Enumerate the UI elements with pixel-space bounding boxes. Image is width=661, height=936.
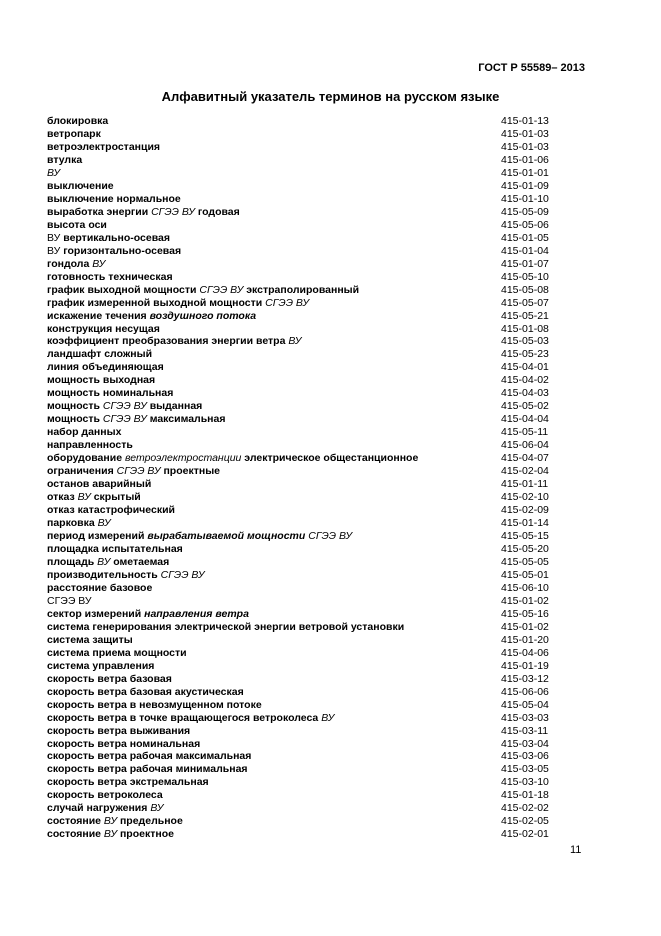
index-term-part: скорость ветроколеса — [47, 789, 163, 802]
index-entry — [47, 556, 555, 569]
index-term-code: 415-05-06 — [501, 218, 549, 231]
index-entry — [47, 374, 555, 387]
index-term-part: проектные — [160, 465, 221, 478]
index-term — [47, 802, 163, 815]
index-term — [47, 335, 301, 348]
index-entry — [47, 750, 555, 763]
index-term — [47, 387, 173, 400]
index-term-code: 415-05-20 — [501, 542, 549, 555]
index-entry — [47, 802, 555, 815]
index-term-code: 415-03-12 — [501, 672, 549, 685]
index-term-part: блокировка — [47, 115, 109, 127]
index-term-code: 415-02-04 — [501, 465, 549, 478]
index-term — [47, 258, 105, 271]
index-term-part: горизонтально-осевая — [63, 244, 182, 257]
index-entry — [47, 271, 555, 284]
index-entry — [47, 232, 555, 245]
index-entry — [47, 258, 555, 271]
index-term-part: конструкция несущая — [47, 322, 160, 335]
index-term — [47, 712, 334, 725]
index-entry — [47, 141, 555, 154]
index-term — [47, 699, 262, 712]
index-term — [47, 660, 154, 673]
index-term-code: 415-01-02 — [501, 620, 549, 633]
index-term-code: 415-06-06 — [501, 685, 549, 698]
index-term — [47, 271, 173, 284]
index-entry — [47, 245, 555, 258]
index-entry — [47, 154, 555, 167]
index-term-code: 415-03-11 — [501, 724, 549, 737]
index-term-code: 415-03-06 — [501, 750, 549, 763]
index-term-part: расстояние базовое — [47, 581, 153, 594]
index-term-part: предельное — [117, 815, 183, 828]
index-term-code: 415-06-10 — [501, 581, 549, 594]
index-term-code: 415-01-14 — [501, 517, 549, 530]
index-term-code: 415-04-01 — [501, 361, 549, 374]
index-entry — [47, 699, 555, 712]
index-term-part: проектное — [117, 828, 174, 841]
index-term-code: 415-04-03 — [501, 387, 549, 400]
index-term-part: сектор измерений — [47, 607, 145, 620]
index-term-part: случай нагружения — [47, 802, 151, 815]
index-entry — [47, 595, 555, 608]
index-term-code: 415-01-20 — [501, 633, 549, 646]
index-term-code: 415-02-09 — [501, 504, 549, 517]
index-term-code: 415-01-18 — [501, 789, 549, 802]
index-term — [47, 232, 170, 245]
index-term-part: скорость ветра рабочая максимальная — [47, 750, 252, 763]
term-index-list — [47, 115, 555, 841]
index-term-code: 415-02-02 — [501, 802, 549, 815]
index-term-code: 415-05-10 — [501, 270, 549, 283]
index-entry — [47, 738, 555, 751]
index-term — [47, 491, 141, 504]
index-term-part: скорость ветра базовая акустическая — [47, 685, 244, 698]
index-term-part: СГЭЭ ВУ — [199, 283, 244, 296]
index-entry — [47, 167, 555, 180]
document-standard-header: ГОСТ Р 55589– 2013 — [478, 62, 585, 74]
index-term — [47, 763, 248, 776]
index-entry — [47, 413, 555, 426]
index-entry — [47, 180, 555, 193]
index-entry — [47, 789, 555, 802]
index-term-part: направленность — [47, 439, 133, 452]
index-term-part: СГЭЭ ВУ — [102, 400, 147, 413]
index-term-part: график выходной мощности — [47, 283, 200, 296]
index-term-code: 415-01-07 — [501, 257, 549, 270]
index-term-part: ВУ — [103, 815, 118, 828]
index-term — [47, 180, 114, 193]
index-entry — [47, 608, 555, 621]
index-term-part: отказ катастрофический — [47, 504, 175, 517]
index-term — [47, 348, 152, 361]
index-term-code: 415-01-08 — [501, 322, 549, 335]
index-term-part: ветроэлектростанции — [124, 452, 242, 465]
index-term-part: ВУ — [92, 257, 106, 270]
index-term-part: скрытый — [90, 491, 141, 504]
index-term — [47, 284, 359, 297]
index-entry — [47, 517, 555, 530]
index-term — [47, 115, 108, 128]
index-term-code: 415-02-01 — [501, 828, 549, 841]
index-entry — [47, 400, 555, 413]
index-term-part: выключение нормальное — [47, 192, 181, 205]
index-term-part: мощность выходная — [47, 374, 156, 387]
index-term — [47, 608, 249, 621]
index-term-part: ВУ — [47, 166, 61, 179]
index-term-part: ометаемая — [110, 555, 170, 568]
index-term-part: СГЭЭ ВУ — [151, 205, 195, 218]
index-term — [47, 374, 155, 387]
index-term-code: 415-05-07 — [501, 296, 549, 309]
index-entry — [47, 465, 555, 478]
index-term — [47, 738, 200, 751]
index-entry — [47, 491, 555, 504]
index-entry — [47, 219, 555, 232]
index-entry — [47, 763, 555, 776]
index-term — [47, 504, 175, 517]
index-term — [47, 361, 164, 374]
index-term — [47, 543, 183, 556]
index-term-code: 415-03-04 — [501, 737, 549, 750]
index-term-code: 415-01-11 — [501, 478, 549, 491]
index-term-part: готовность техническая — [47, 270, 173, 283]
index-entry — [47, 647, 555, 660]
index-entry — [47, 193, 555, 206]
index-term — [47, 530, 352, 543]
index-entry — [47, 284, 555, 297]
index-term-code: 415-05-21 — [501, 309, 549, 322]
index-entry — [47, 478, 555, 491]
index-term-part: коэффициент преобразования энергии ветра — [47, 335, 289, 348]
index-term — [47, 310, 256, 323]
index-entry — [47, 621, 555, 634]
index-term-part: отказ — [47, 491, 78, 504]
index-term-code: 415-04-06 — [501, 646, 549, 659]
index-term-code: 415-05-05 — [501, 555, 549, 568]
index-term-part: парковка — [47, 517, 98, 530]
index-term — [47, 647, 187, 660]
index-term — [47, 323, 160, 336]
index-term-part: площадь — [47, 555, 98, 568]
index-entry — [47, 712, 555, 725]
index-term — [47, 556, 169, 569]
index-term-part: максимальная — [146, 413, 226, 426]
index-term-code: 415-01-01 — [501, 166, 549, 179]
index-term-part: ВУ — [103, 828, 118, 841]
index-term — [47, 582, 152, 595]
index-term-part: оборудование — [47, 452, 125, 465]
index-term — [47, 828, 174, 841]
index-term — [47, 167, 60, 180]
index-entry — [47, 206, 555, 219]
index-entry — [47, 673, 555, 686]
index-term-code: 415-05-01 — [501, 568, 549, 581]
index-term-part: скорость ветра в точке вращающегося ветроколеса — [47, 711, 322, 724]
index-term-code: 415-04-07 — [501, 452, 549, 465]
index-term-code: 415-05-11 — [501, 426, 549, 439]
index-entry — [47, 128, 555, 141]
index-term-code: 415-02-10 — [501, 491, 549, 504]
index-term-part: искажение течения — [47, 309, 150, 322]
index-term-code: 415-01-10 — [501, 192, 549, 205]
index-term — [47, 815, 183, 828]
index-entry — [47, 348, 555, 361]
index-term-part: СГЭЭ ВУ — [116, 465, 161, 478]
index-term-part: экстраполированный — [243, 283, 360, 296]
page-title: Алфавитный указатель терминов на русском языке — [161, 89, 500, 104]
index-term-part: график измеренной выходной мощности — [47, 296, 266, 309]
index-term-code: 415-06-04 — [501, 439, 549, 452]
index-term-code: 415-05-02 — [501, 400, 549, 413]
index-term-code: 415-05-04 — [501, 698, 549, 711]
index-term-part: СГЭЭ ВУ — [102, 413, 147, 426]
index-term — [47, 206, 240, 219]
index-entry — [47, 543, 555, 556]
index-term — [47, 465, 220, 478]
index-term-part: СГЭЭ ВУ — [47, 594, 92, 607]
index-term — [47, 426, 121, 439]
index-term — [47, 128, 101, 141]
index-term-part: скорость ветра экстремальная — [47, 776, 209, 789]
index-entry — [47, 569, 555, 582]
index-term — [47, 439, 133, 452]
index-term-part: ВУ — [97, 517, 111, 530]
index-term — [47, 141, 160, 154]
index-entry — [47, 297, 555, 310]
index-entry — [47, 323, 555, 336]
index-term-part: направления ветра — [144, 607, 249, 620]
index-term-part: состояние — [47, 828, 104, 841]
index-term — [47, 245, 181, 258]
index-term-part: производительность — [47, 568, 161, 581]
index-term-part: ветроэлектростанция — [47, 140, 161, 153]
index-entry — [47, 310, 555, 323]
index-term-part: скорость ветра базовая — [47, 672, 172, 685]
index-term-code: 415-01-04 — [501, 244, 549, 257]
index-term — [47, 789, 163, 802]
index-entry — [47, 582, 555, 595]
index-term-part: воздушного потока — [149, 309, 257, 322]
index-term-part: скорость ветра в невозмущенном потоке — [47, 698, 262, 711]
index-term-part: система приема мощности — [47, 646, 187, 659]
index-term-code: 415-01-13 — [501, 115, 549, 127]
index-term-part: выработка энергии — [47, 205, 152, 218]
index-term-part: ВУ — [288, 335, 302, 348]
index-term-code: 415-01-06 — [501, 153, 549, 166]
index-entry — [47, 815, 555, 828]
index-term — [47, 413, 226, 426]
index-term-code: 415-01-03 — [501, 127, 549, 140]
index-term-part: ВУ — [97, 555, 111, 568]
index-term — [47, 400, 202, 413]
index-term-code: 415-05-08 — [501, 283, 549, 296]
index-term-part: вырабатываемой мощности — [147, 530, 306, 542]
index-term-code: 415-03-10 — [501, 776, 549, 789]
index-term — [47, 452, 418, 465]
index-term-part: ВУ — [77, 491, 91, 504]
index-term — [47, 569, 205, 582]
index-term — [47, 750, 251, 763]
index-term-code: 415-01-05 — [501, 231, 549, 244]
index-term-part: ВУ — [150, 802, 164, 815]
index-entry — [47, 686, 555, 699]
index-term-part: система защиты — [47, 633, 133, 646]
index-term-part: набор данных — [47, 426, 122, 439]
index-entry — [47, 504, 555, 517]
index-term-code: 415-01-03 — [501, 140, 549, 153]
index-term-part: ландшафт сложный — [47, 348, 153, 361]
index-entry — [47, 725, 555, 738]
index-term-code: 415-05-16 — [501, 607, 549, 620]
index-term — [47, 686, 244, 699]
index-term-part: СГЭЭ ВУ — [160, 568, 205, 581]
index-term-part: ВУ — [47, 244, 64, 257]
index-term-part: мощность номинальная — [47, 387, 174, 400]
index-term-part: останов аварийный — [47, 478, 152, 491]
index-term-part: вертикально-осевая — [63, 231, 170, 244]
index-term — [47, 219, 107, 232]
index-term-part: СГЭЭ ВУ — [305, 530, 353, 542]
index-entry — [47, 426, 555, 439]
index-entry — [47, 115, 555, 128]
index-term-part: система управления — [47, 659, 155, 672]
index-term-part: площадка испытательная — [47, 542, 183, 555]
index-term-code: 415-05-09 — [501, 205, 549, 218]
index-term — [47, 673, 172, 686]
index-term-code: 415-05-15 — [501, 530, 549, 542]
index-term-part: мощность — [47, 400, 103, 413]
index-entry — [47, 361, 555, 374]
index-term — [47, 517, 111, 530]
index-term-code: 415-01-09 — [501, 179, 549, 192]
index-term-part: скорость ветра рабочая минимальная — [47, 763, 248, 776]
index-term-part: система генерирования электрической энергии ветровой установки — [47, 620, 405, 633]
index-term-part: выключение — [47, 179, 114, 192]
index-term-code: 415-03-05 — [501, 763, 549, 776]
index-term-code: 415-04-02 — [501, 374, 549, 387]
index-term-part: высота оси — [47, 218, 107, 231]
index-term-code: 415-04-04 — [501, 413, 549, 426]
index-entry — [47, 828, 555, 841]
index-term-part: ветропарк — [47, 127, 101, 140]
index-term-part: гондола — [47, 257, 93, 270]
index-entry — [47, 776, 555, 789]
index-entry — [47, 660, 555, 673]
index-entry — [47, 634, 555, 647]
index-term-part: скорость ветра номинальная — [47, 737, 201, 750]
index-term-part: мощность — [47, 413, 103, 426]
index-term — [47, 154, 82, 167]
index-term-part: период измерений — [47, 530, 148, 542]
index-term — [47, 478, 151, 491]
index-term-part: ВУ — [47, 231, 64, 244]
index-term-part: СГЭЭ ВУ — [265, 296, 310, 309]
index-entry — [47, 452, 555, 465]
index-term-code: 415-03-03 — [501, 711, 549, 724]
index-term — [47, 595, 92, 608]
index-term — [47, 634, 133, 647]
index-term-part: скорость ветра выживания — [47, 724, 191, 737]
index-entry — [47, 387, 555, 400]
index-term-part: состояние — [47, 815, 104, 828]
index-term-part: выданная — [146, 400, 203, 413]
index-term — [47, 193, 181, 206]
page-number: 11 — [570, 844, 582, 856]
index-term — [47, 725, 190, 738]
index-term-code: 415-02-05 — [501, 815, 549, 828]
index-entry — [47, 530, 555, 543]
index-term — [47, 776, 209, 789]
index-term-part: линия объединяющая — [47, 361, 164, 374]
index-term-code: 415-01-02 — [501, 594, 549, 607]
index-term-code: 415-05-03 — [501, 335, 549, 348]
index-entry — [47, 335, 555, 348]
index-term-part: годовая — [194, 205, 240, 218]
index-term-part: ограничения — [47, 465, 117, 478]
index-term-code: 415-05-23 — [501, 348, 549, 361]
index-term — [47, 621, 404, 634]
index-term-part: ВУ — [321, 711, 335, 724]
index-term — [47, 297, 309, 310]
index-term-part: втулка — [47, 153, 83, 166]
index-entry — [47, 439, 555, 452]
index-term-part: электрическое общестанционное — [241, 452, 419, 465]
index-term-code: 415-01-19 — [501, 659, 549, 672]
